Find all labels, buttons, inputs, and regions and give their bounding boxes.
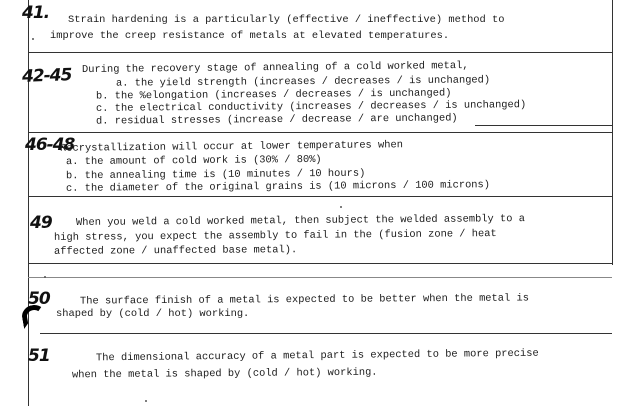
question-option-line: d. residual stresses (increase / decrease / are unchanged)	[95, 112, 458, 128]
scan-speck	[32, 38, 34, 40]
question-option-line: b. the annealing time is (10 minutes / 10 hours)	[65, 167, 366, 183]
question-text-line: when the metal is shaped by (cold / hot) working.	[71, 366, 378, 382]
question-text-line: The dimensional accuracy of a metal part is expected to be more precise	[95, 347, 539, 365]
divider-after-49	[28, 263, 612, 264]
question-text-line: When you weld a cold worked metal, then subject the welded assembly to a	[75, 213, 525, 229]
question-number: 49	[30, 213, 52, 233]
scan-speck	[340, 206, 342, 208]
question-option-line: c. the electrical conductivity (increases / decreases / is unchanged)	[95, 99, 527, 115]
scan-speck	[44, 276, 46, 278]
question-text-line: shaped by (cold / hot) working.	[56, 308, 250, 320]
divider-after-45	[28, 132, 612, 133]
scan-speck	[145, 400, 147, 402]
question-text-line: Strain hardening is a particularly (effective / ineffective) method to	[68, 14, 505, 26]
question-number: 42-45	[21, 65, 72, 87]
underline-c	[475, 125, 612, 126]
question-text-line: improve the creep resistance of metals at elevated temperatures.	[50, 30, 450, 42]
question-text-line: The surface finish of a metal is expected to be better when the metal is	[79, 292, 529, 308]
divider-after-50	[28, 277, 612, 278]
question-option-line: a. the yield strength (increases / decreases / is unchanged)	[115, 74, 491, 90]
question-text-line: During the recovery stage of annealing of a cold worked metal,	[81, 59, 469, 77]
question-text-line: Recrystallization will occur at lower temperatures when	[59, 139, 404, 155]
question-number: 41.	[22, 3, 50, 23]
question-number: 46-48	[25, 135, 75, 155]
question-text-line: affected zone / unaffected base metal).	[53, 244, 298, 258]
divider-top	[28, 52, 612, 53]
divider-after-48	[28, 196, 612, 197]
question-option-line: c. the diameter of the original grains is (10 microns / 100 microns)	[65, 179, 491, 195]
divider-after-50b	[40, 333, 612, 334]
question-number: 50	[28, 289, 50, 309]
question-option-line: a. the amount of cold work is (30% / 80%)	[65, 153, 322, 169]
right-border	[612, 0, 613, 265]
question-number: 51	[28, 346, 50, 366]
question-option-line: b. the %elongation (increases / decreases / is unchanged)	[95, 87, 452, 103]
question-text-line: high stress, you expect the assembly to fail in the (fusion zone / heat	[53, 228, 497, 244]
